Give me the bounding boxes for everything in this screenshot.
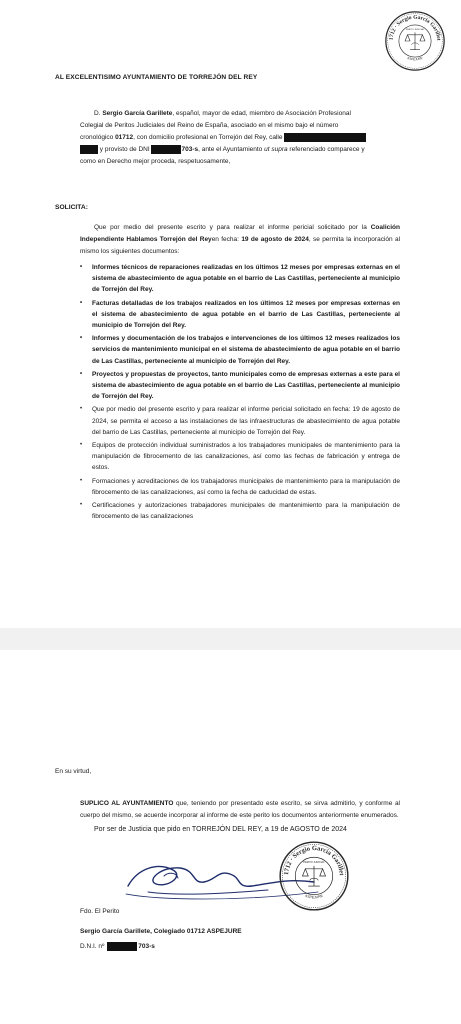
dni-suffix: 703-s <box>138 943 155 951</box>
ut-supra: ut supra <box>264 146 288 153</box>
request-text: en fecha: <box>211 236 242 243</box>
suplico-paragraph <box>80 798 400 822</box>
justicia-line: Por ser de Justicia que pido en TORREJÓN DEL REY, a 19 de AGOSTO de 2024 <box>94 826 347 833</box>
intro-line-3 <box>80 132 398 144</box>
document-list-item <box>80 500 400 522</box>
requested-documents-list <box>80 262 400 524</box>
redacted-address-cont <box>80 145 98 154</box>
document-item-text: Formaciones y acreditaciones de los trabajadores municipales de mantenimiento para la manipulación de fibrocemento de las canalizaciones, así como la fecha de caducidad de estas. <box>92 477 400 496</box>
intro-line-1 <box>80 108 398 120</box>
intro-text: , con domicilio profesional en Torrejón del Rey, calle <box>133 134 283 141</box>
svg-text:01712 · Sergio García Garillet <box>384 10 441 41</box>
document-item-text: Facturas detalladas de los trabajos realizados en los últimos 12 meses por empresas externas en el sistema de abastecimiento de agua potable en el barrio de Las Castillas, perteneciente al municipio de Torrejón del Rey. <box>92 299 400 330</box>
signer-dni <box>80 942 155 951</box>
seal-bottom-text: ASPEJURE <box>406 55 424 62</box>
solicita-heading: SOLICITA: <box>55 204 88 211</box>
intro-text: , ante el Ayuntamiento <box>198 146 265 153</box>
intro-line-4 <box>80 144 398 156</box>
signer-name: Sergio García Garillete, Colegiado 01712 ASPEJURE <box>80 928 242 935</box>
request-date: 19 de agosto de 2024 <box>241 236 309 243</box>
svg-text:ASPEJURE <box>407 56 424 62</box>
intro-text: cronológico <box>80 134 116 141</box>
bullet-icon: • <box>80 264 83 270</box>
intro-line-2: Colegial de Peritos Judiciales del Reino de España, asociado en el mismo bajo el número <box>80 122 339 129</box>
addressee-heading: AL EXCELENTISIMO AYUNTAMIENTO DE TORREJÓN DEL REY <box>55 74 258 81</box>
bullet-icon: • <box>80 335 83 342</box>
document-page-2 <box>0 650 461 1024</box>
redacted-dni <box>107 942 137 951</box>
perito-seal-signature <box>278 840 350 912</box>
page-separator <box>0 628 461 650</box>
document-item-text: Informes técnicos de reparaciones realizadas en los últimos 12 meses por empresas externas en el sistema de abastecimiento de agua potable en el barrio de Las Castillas, perteneciente al municipio de Torrejón del Rey. <box>92 264 400 294</box>
svg-text:01712 · Sergio García Garillet <box>278 840 345 876</box>
coalition-name: Coalición Independiente Hablamos Torrejón del Rey <box>80 224 400 243</box>
request-paragraph <box>80 222 400 258</box>
intro-text: D. <box>94 110 103 117</box>
intro-line-5: como en Derecho mejor proceda, respetuosamente, <box>80 158 231 165</box>
suplico-text: que, teniendo por presentado este escrito, se sirva admitirlo, y conforme al cuerpo del mismo, se acuerde incorporar al informe de este perito los documentos anteriormente enumerados. <box>80 800 400 819</box>
seal-icon <box>384 10 446 72</box>
document-item-text: Proyectos y propuestas de proyectos, tanto municipales como de empresas externas a este para el sistema de abastecimiento de agua potable en el barrio de Las Castillas, perteneciente al municipio de Torrejón del Rey. <box>92 370 400 401</box>
member-number: 01712 <box>115 134 134 141</box>
seal-ring-text: 1712 · Sergio García Garillet <box>283 845 345 876</box>
seal-bottom-text: ASPEJURE <box>304 893 324 900</box>
bullet-icon: • <box>80 406 83 413</box>
fdo-label: Fdo. El Perito <box>80 908 120 915</box>
seal-ring-text: 1712 · Sergio García Garillet <box>388 14 442 41</box>
document-item-text: Informes y documentación de los trabajos e intervenciones de los últimos 12 meses realizados los servicios de mantenimiento municipal en el sistema de abastecimiento de agua potable en el barrio de Las Castillas, perteneciente al municipio de Torrejón del Rey. <box>92 335 400 365</box>
dni-label: D.N.I. nº <box>80 943 105 951</box>
request-text: , se permita la incorporación al mismo los siguientes documentos: <box>80 236 401 255</box>
redacted-address <box>284 133 366 142</box>
suplico-lead: SUPLICO AL AYUNTAMIENTO <box>80 800 174 807</box>
perito-seal-top <box>384 10 446 72</box>
intro-text: , español, mayor de edad, miembro de Asociación Profesional <box>172 110 351 117</box>
redacted-dni <box>151 145 181 154</box>
document-list-item <box>80 298 400 332</box>
bullet-icon: • <box>80 370 83 377</box>
in-virtue-text: En su virtud, <box>55 768 92 775</box>
expert-name: Sergio García Garillete <box>102 110 173 117</box>
document-list-item <box>80 369 400 403</box>
document-item-text: Equipos de protección individual suministrados a los trabajadores municipales de mantenimiento para la manipulación de fibrocemento de las canalizaciones, así como las fechas de fabricación y entrega de estos. <box>92 442 400 472</box>
document-item-text: Que por medio del presente escrito y para realizar el informe pericial solicitado en fecha: 19 de agosto de 2024, se permita el acceso a las instalaciones de las infraestructuras de abastecimiento de agua potable del barrio de Las Castillas, perteneciente al municipio de Torrejón del Rey. <box>92 406 400 436</box>
document-list-item <box>80 440 400 474</box>
document-list-item <box>80 404 400 438</box>
dni-suffix: 703-s <box>181 146 199 153</box>
intro-text: referenciado comparece y <box>287 146 365 153</box>
document-list-item <box>80 333 400 367</box>
bullet-icon: • <box>80 299 83 306</box>
document-list-item <box>80 262 400 296</box>
document-list-item <box>80 476 400 498</box>
request-text: Que por medio del presente escrito y para realizar el informe pericial solicitado por la <box>94 224 371 231</box>
bullet-icon: • <box>80 502 83 509</box>
bullet-icon: • <box>80 477 83 484</box>
intro-text: y provisto de DNI <box>98 146 152 153</box>
seal-top-text: PERITO JUDICIAL <box>303 861 325 865</box>
intro-paragraph <box>80 108 398 168</box>
seal-icon <box>278 840 350 912</box>
bullet-icon: • <box>80 442 83 449</box>
document-item-text: Certificaciones y autorizaciones trabajadores municipales de mantenimiento para la manipulación de fibrocemento de las canalizaciones <box>92 502 400 521</box>
seal-top-text: PERITO JUDICIAL <box>405 28 425 31</box>
